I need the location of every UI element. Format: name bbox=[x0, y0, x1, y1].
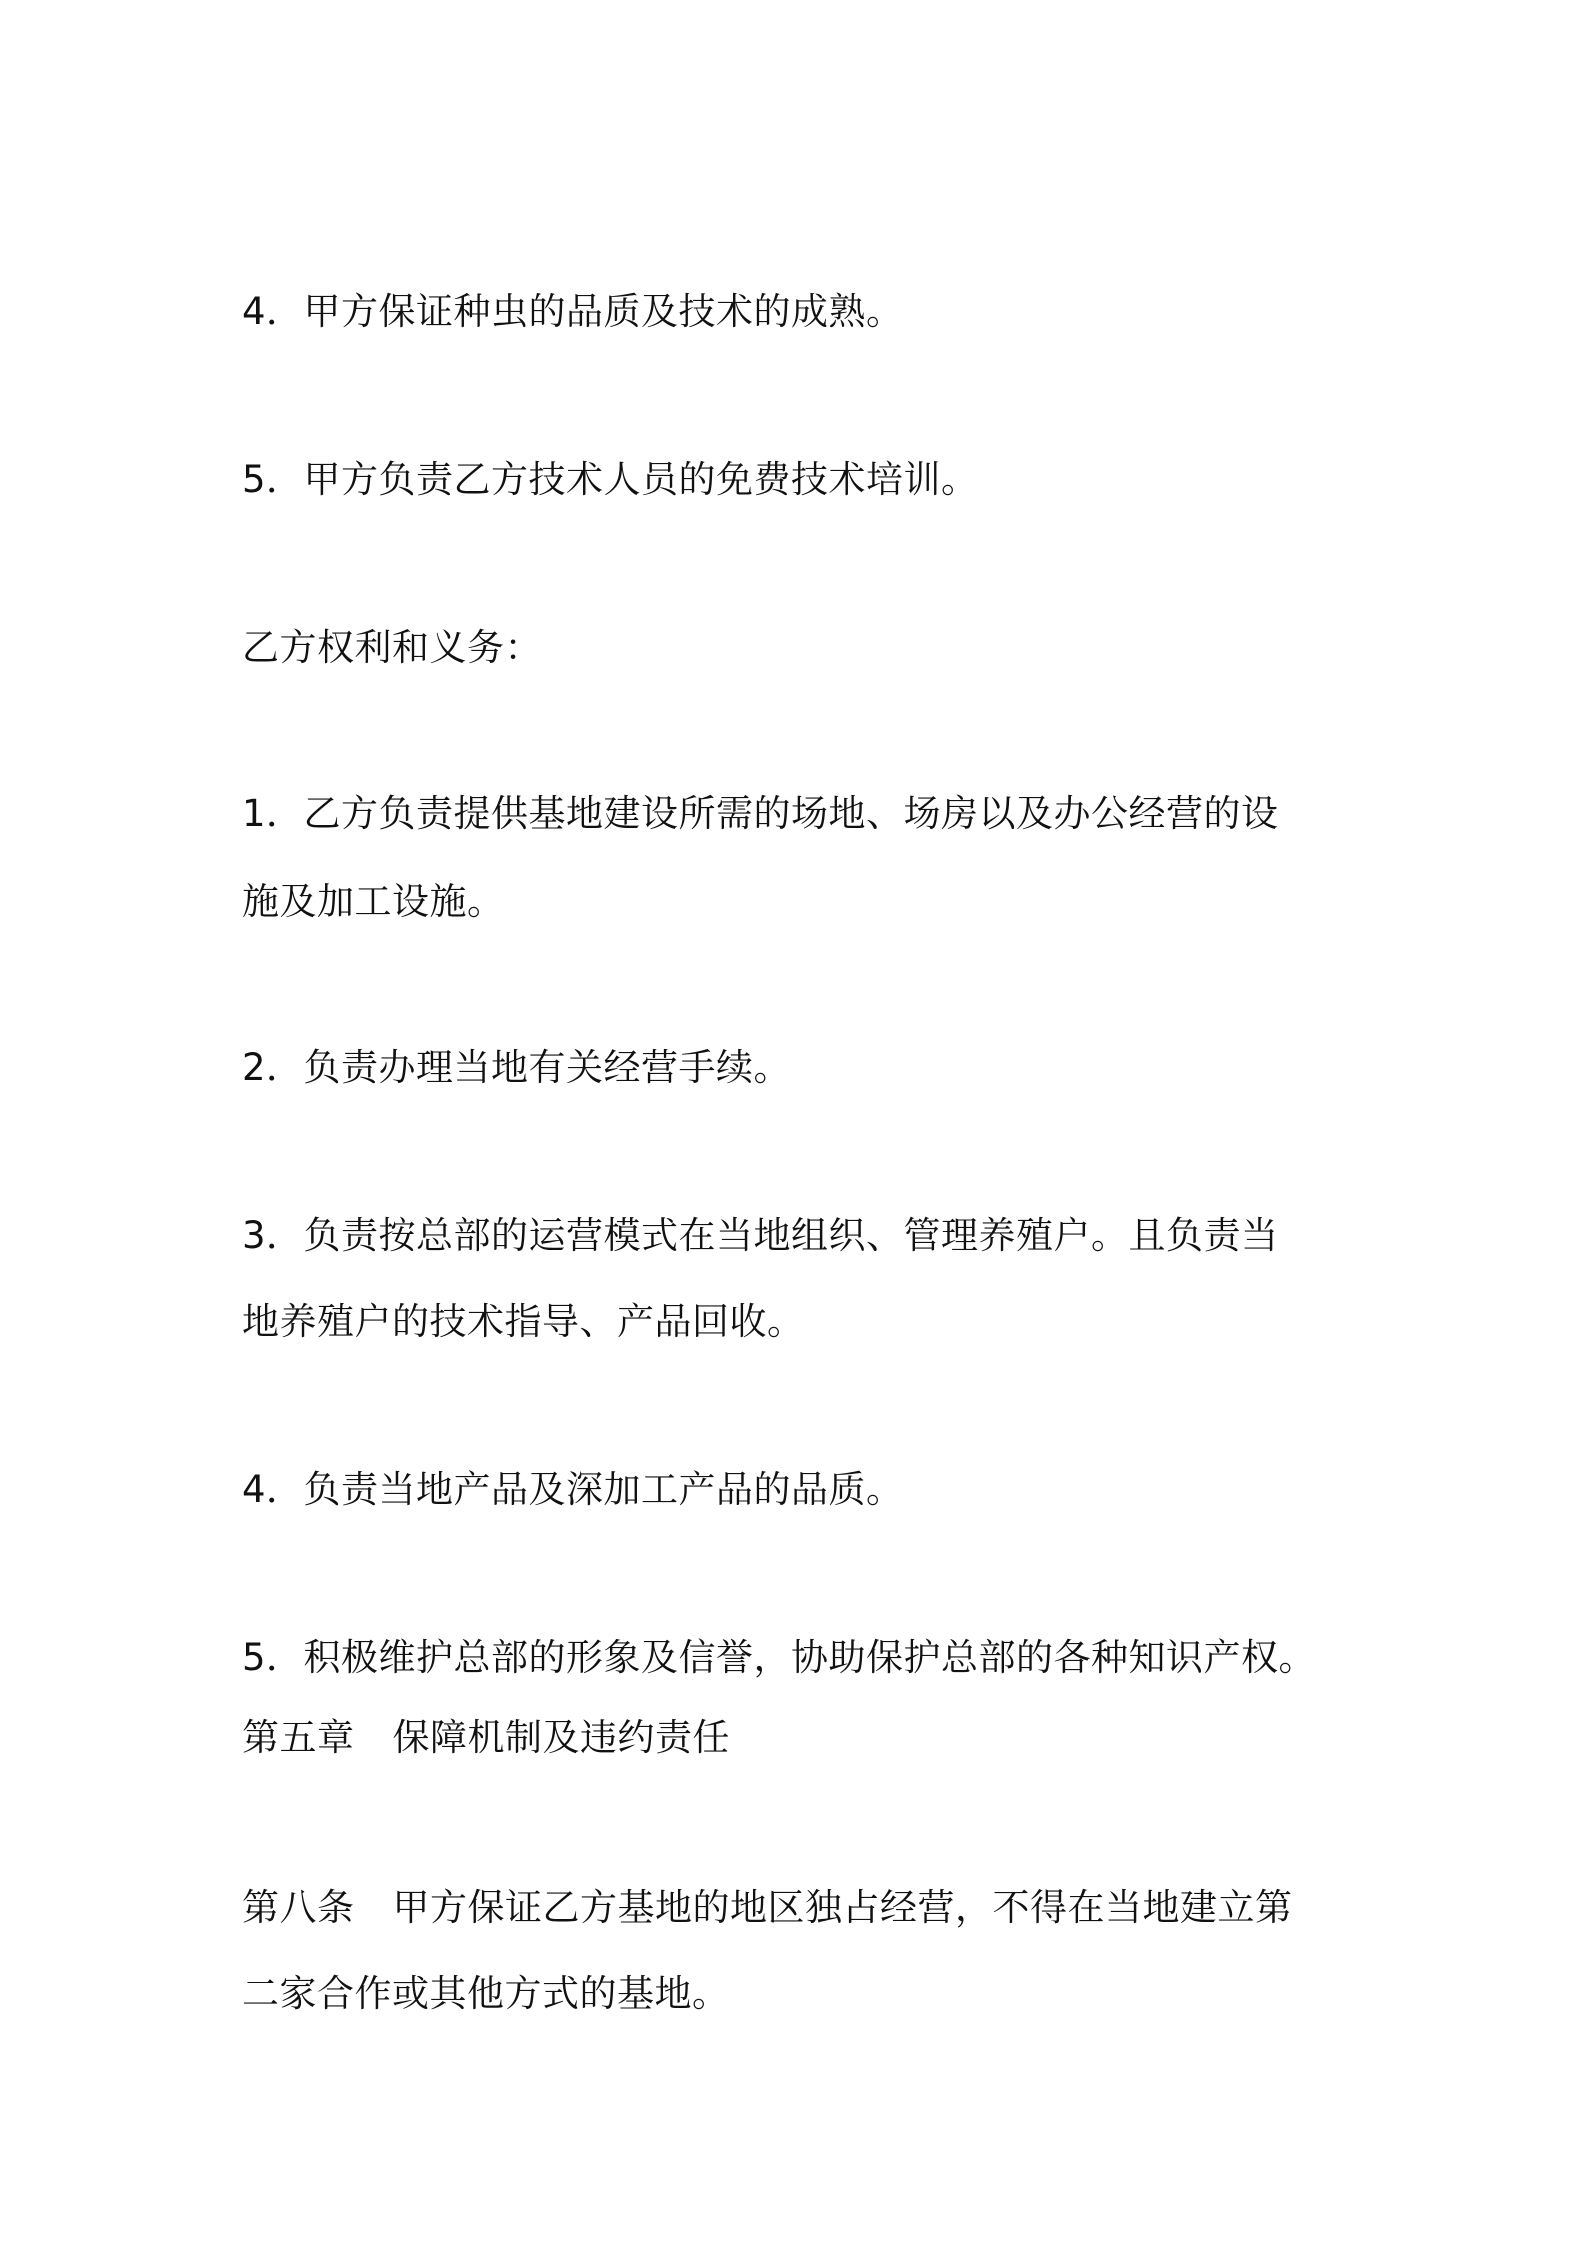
article-line-1 bbox=[242, 1886, 1362, 1930]
party-b-item-4: 4．负责当地产品及深加工产品的品质。 bbox=[242, 1468, 904, 1511]
chapter-title: 保障机制及违约责任 bbox=[392, 1716, 730, 1759]
party-b-heading: 乙方权利和义务： bbox=[242, 626, 542, 669]
chapter-heading bbox=[242, 1716, 1362, 1760]
party-b-item-3-line-2: 地养殖户的技术指导、产品回收。 bbox=[242, 1300, 805, 1343]
article-number: 第八条 bbox=[242, 1886, 355, 1929]
party-b-item-5: 5．积极维护总部的形象及信誉，协助保护总部的各种知识产权。 bbox=[242, 1636, 1317, 1679]
party-a-item-5: 5．甲方负责乙方技术人员的免费技术培训。 bbox=[242, 458, 979, 501]
article-line-2: 二家合作或其他方式的基地。 bbox=[242, 1972, 730, 2015]
article-text-line-1: 甲方保证乙方基地的地区独占经营，不得在当地建立第 bbox=[392, 1886, 1293, 1929]
party-b-item-3-line-1: 3．负责按总部的运营模式在当地组织、管理养殖户。且负责当 bbox=[242, 1214, 1279, 1257]
party-b-item-1-line-1: 1．乙方负责提供基地建设所需的场地、场房以及办公经营的设 bbox=[242, 792, 1279, 835]
chapter-number: 第五章 bbox=[242, 1716, 355, 1759]
party-b-item-2: 2．负责办理当地有关经营手续。 bbox=[242, 1046, 792, 1089]
party-b-item-1-line-2: 施及加工设施。 bbox=[242, 880, 505, 923]
party-a-item-4: 4．甲方保证种虫的品质及技术的成熟。 bbox=[242, 290, 904, 333]
